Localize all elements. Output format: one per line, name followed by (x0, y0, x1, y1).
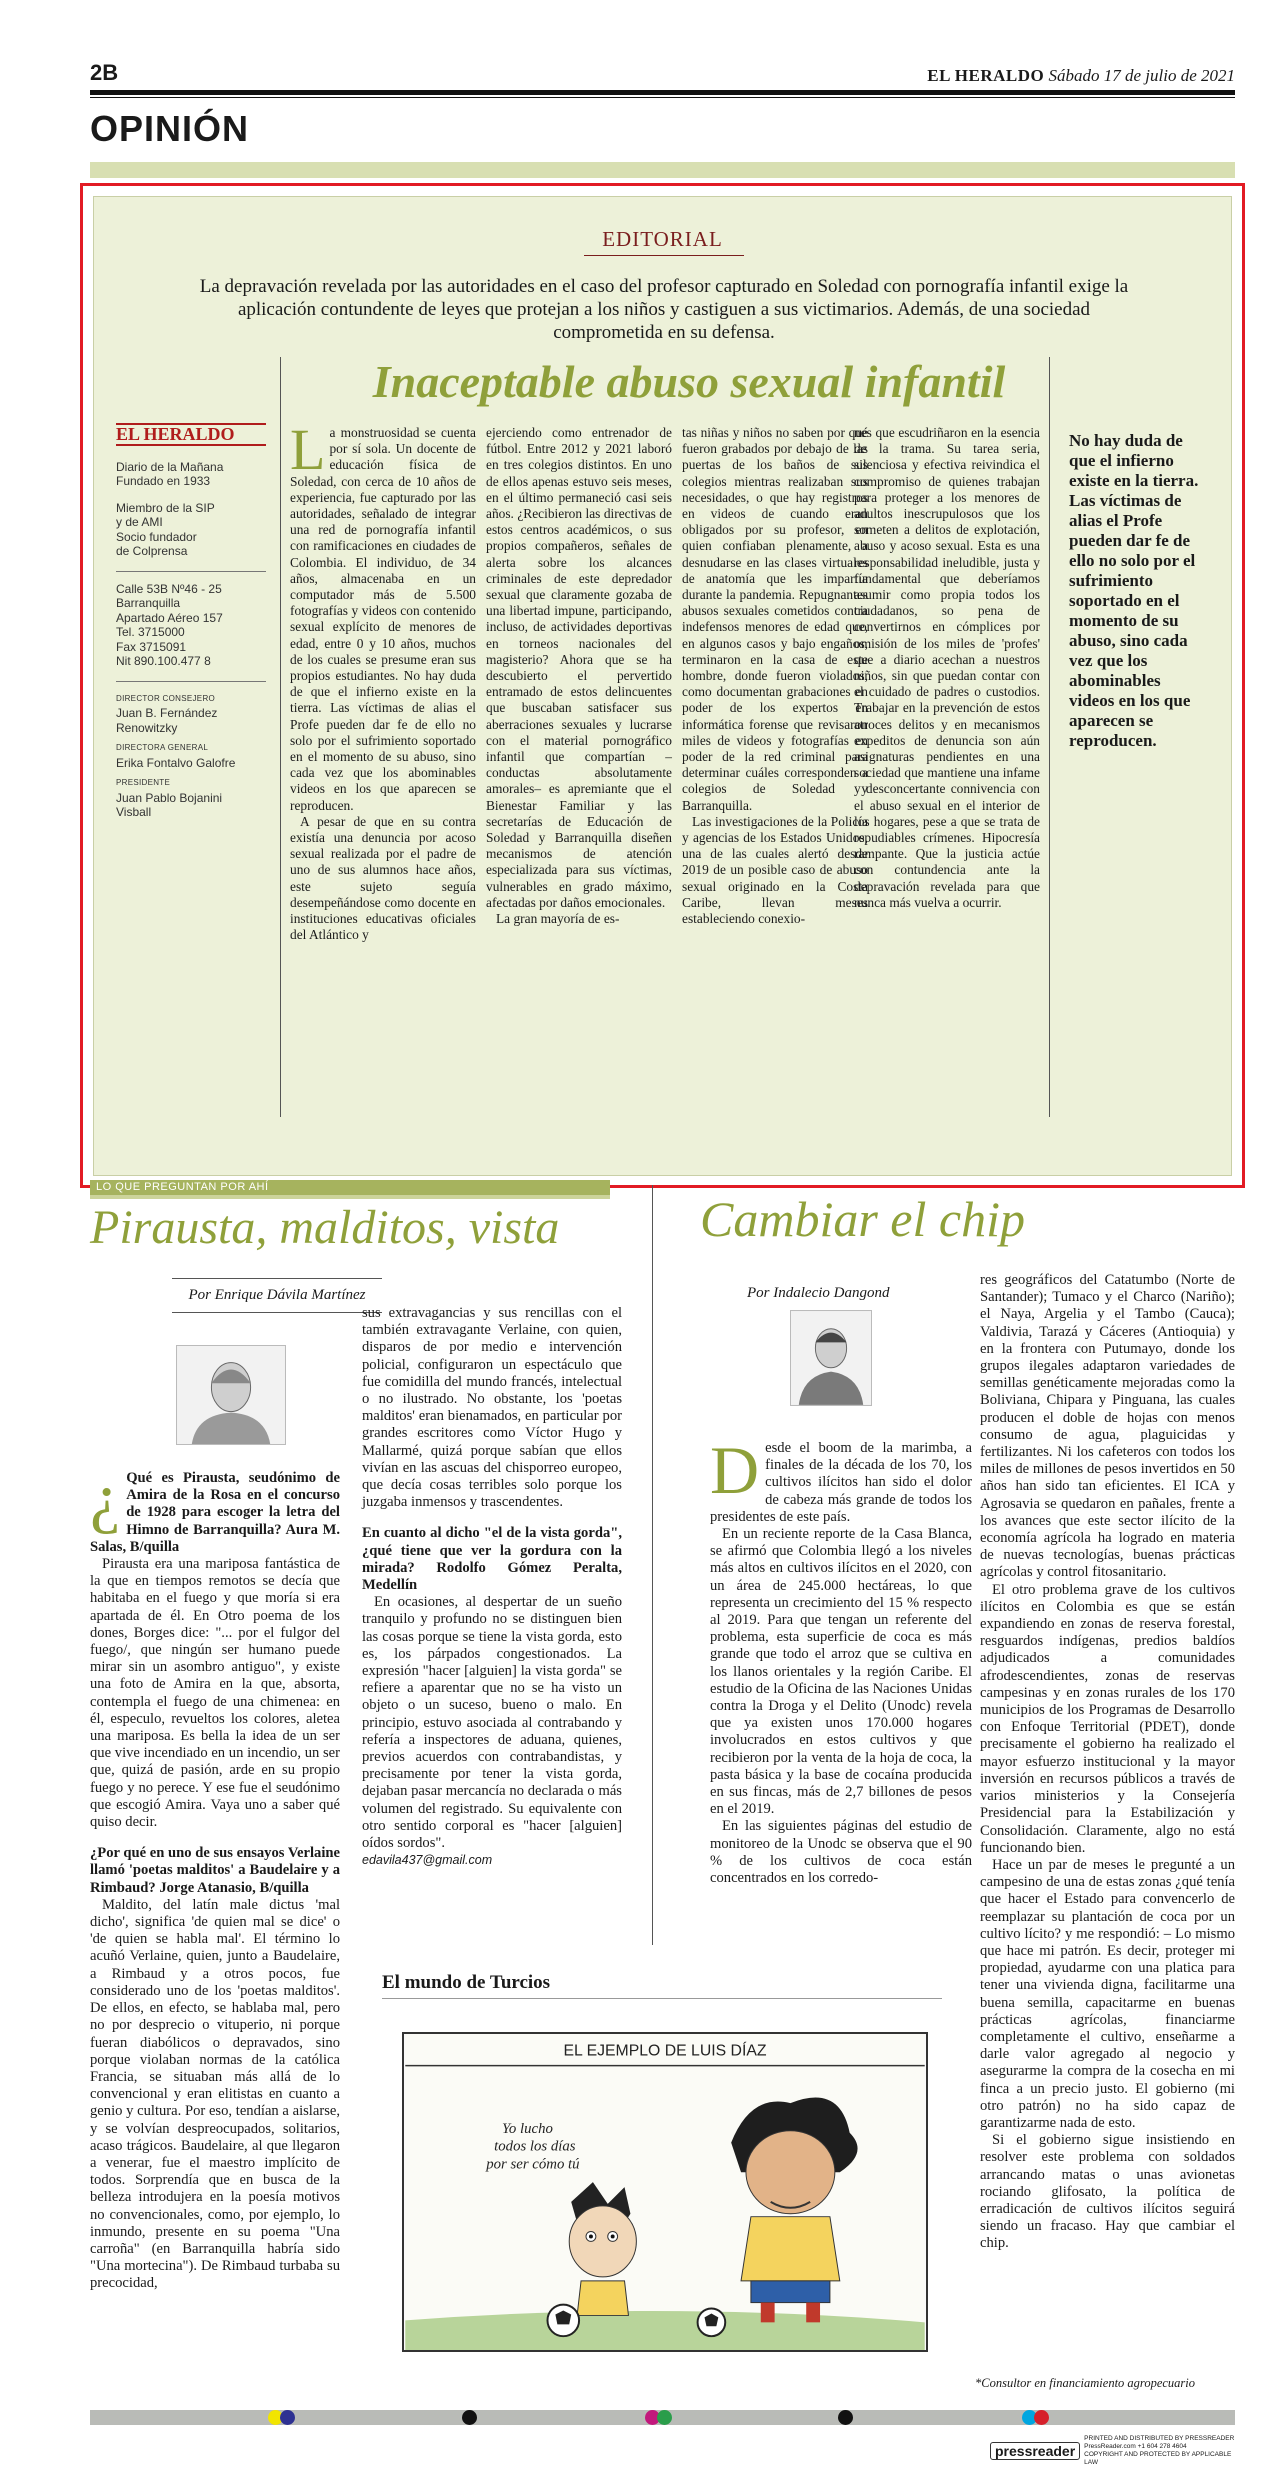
registration-dot-red (1034, 2410, 1049, 2425)
section-title: OPINIÓN (90, 108, 250, 149)
editorial-label-rule (584, 255, 744, 256)
cartoon-heading: EL EJEMPLO DE LUIS DÍAZ (563, 2042, 767, 2060)
paragraph: Si el gobierno sigue insistiendo en resolver este problema con soldados arrancando matas o unas avionetas rociando glifosato, la política de erradicación de cultivos ilícitos seguirá siendo un fracaso. Hay que cambiar el chip. (980, 2132, 1235, 2252)
paragraph: A pesar de que en su contra existía una denuncia por acoso sexual realizada por el padre de uno de sus alumnos hace años, este sujeto seguía desempeñándose como docente en instituciones educativas oficiales del Atlántico y (290, 813, 476, 943)
paragraph: tas niñas y niños no saben por qué fueron grabados por debajo de las puertas de los baños de sus colegios mientras realizaban sus necesidades, o que hay registros en videos de cuando eran obligados por su profesor, en quien confiaban plenamente, a desnudarse en las clases virtuales de anatomía que les impartía durante la pandemia. Repugnantes abusos sexuales cometidos contra indefensos menores de edad que, en algunos casos y bajo engaños, terminaron en la casa de este hombre, donde fueron violados, como documentan grabaciones en poder de los expertos en informática forense que revisaron miles de videos y fotografías en poder de la red criminal para determinar cuáles corresponden a colegios de Soledad y Barranquilla. (682, 425, 868, 813)
answer: Maldito, del latín male dictus 'mal dicho', significa 'de quien mal se dice' o 'de quien se habla mal'. El término lo acuñó Verlaine, quien, junto a Baudelaire, a Rimbaud y a otros pocos, fue considerado uno de los 'poetas malditos'. De ellos, en efecto, se hablaba mal, pero no por desprecio o vituperio, ni porque fueran diabólicos o depravados, sino porque violaban normas de la católica Francia, se situaban más allá de lo convencional y eran elitistas en cuanto a genio y cultura. Por eso, tendían a aislarse, y se volvían despreocupados, solitarios, acaso trágicos. Baudelaire, al que llegaron a venerar, fue el maestro implícito de todos. Sorprendía que en busca de la belleza introdujera en la poesía motivos no convencionales, como, por ejemplo, lo inmundo, presente en su poema "Una carroña" (en Barranquilla habría sido "Una mortecina"). De Rimbaud turbaba su precocidad, (90, 1896, 340, 2292)
editorial-column-2 (486, 425, 672, 927)
copyright-line: COPYRIGHT AND PROTECTED BY APPLICABLE LAW (1084, 2451, 1232, 2466)
cartoon-illustration (404, 2034, 926, 2350)
paragraph: res geográficos del Catatumbo (Norte de Santander); Tumaco y el Charco (Nariño); el Naya, Argelia y el Tambo (Cauca); Valdivia, Tarazá y Cáceres (Antioquia) y en la frontera con Putumayo, donde los grupos ilegales adaptaron variedades de semillas genéticamente mejoradas como la Boliviana, Chipara y Pinguana, las cuales producen el doble de hojas con menos consumo de agua, plaguicidas y fertilizantes. Ni los cafeteros con todos los miles de millones de pesos invertidos en 50 años han sido tan eficientes. El ICA y Agrosavia se quedaron en pañales, frente a los avances que este sector ilícito de la economía agrícola ha logrado en materia de nuevas tecnologías, buenas prácticas agrícolas y control fitosanitario. (980, 1272, 1235, 1581)
pressreader-footer[interactable] (990, 2435, 1236, 2466)
chip-column-2 (980, 1272, 1235, 2253)
pull-quote: No hay duda de que el infierno existe en la tierra. Las víctimas de alias el Profe pueden dar fe de ello no solo por el sufrimiento soportado en el momento de su abuso, sino cada vez que los abominables videos en los que aparecen se reproducen. (1069, 431, 1199, 750)
sidebar-caption: DIRECTORA GENERAL (116, 743, 209, 752)
sidebar-caption: PRESIDENTE (116, 778, 171, 787)
author-note: *Consultor en financiamiento agropecuario (975, 2376, 1196, 2390)
pressreader-credits (1084, 2435, 1236, 2467)
masthead-date: Sábado 17 de julio de 2021 (1048, 66, 1235, 85)
paragraph: La gran mayoría de es- (496, 911, 620, 927)
header-rule-thin (90, 97, 1235, 98)
cartoon (402, 2032, 928, 2352)
sidebar-name: Juan Pablo Bojanini Visball (116, 790, 223, 819)
sidebar-name: Juan B. Fernández Renowitzky (116, 706, 218, 735)
paragraph: Hace un par de meses le pregunté a un campesino de una de estas zonas ¿qué tenía que hacer el Estado para convencerlo de reemplazar su plantación de coca por un cultivo lícito? y me respondió: – Lo mismo que hace mi patrón. Es decir, proteger mi propiedad, ayudarme con una platica para tener una vivienda digna, facilitarme una buena semilla, capacitarme en buenas prácticas agrícolas, financiarme completamente el cultivo, enseñarme a darle valor agregado al negocio y asegurarme la compra de la cosecha en mi finca a un precio justo. El gobierno (mi otro patrón) no ha sido capaz de garantizarme nada de esto. (980, 1856, 1235, 2131)
portrait-icon (791, 1311, 871, 1405)
masthead-name: EL HERALDO (927, 66, 1045, 85)
byline-block (172, 1278, 382, 1313)
byline: Por Enrique Dávila Martínez (188, 1287, 366, 1303)
pirausta-column-1 (90, 1459, 340, 2293)
answer: Pirausta era una mariposa fantástica de la que en tiempos remotos se decía que habitaba en el fuego y que moría si era apartada de él. En Otro poema de los dones, Borges dice: "... por el fulgor del fuego/, que ningún ser humano puede mirar sin un asombro antiguo", y existe una foto de Amira en la que, absorta, contempla el fuego de una chimenea: en él, especulo, revueltos los colores, aletea una mariposa. Es bella la idea de un ser que vive incendiado en un incendio, un ser que, quizá de pasión, arde en su propio fuego y no perece. Y ese fue el seudónimo que escogió Amira. Vaya uno a saber qué quiso decir. (90, 1556, 340, 1831)
header-rule (90, 90, 1235, 95)
cartoon-title: El mundo de Turcios (382, 1972, 551, 1993)
sidebar-founded: Diario de la Mañana Fundado en 1933 (116, 459, 224, 488)
answer: sus extravagancias y sus rencillas con el también extravagante Verlaine, con quien, disparos de por medio e intervención policial, configuraron un espectáculo que fue comidilla del mundo francés, intelectual o no ilustrado. No obstante, los 'poetas malditos' eran bienamados, en particular por grandes escritores como Víctor Hugo y Mallarmé, quizá porque sabían que ellos vivían en las ascuas del chisporreo europeo, que decía cosas terribles solo porque los juzgaba inmensos y trascendentes. (362, 1305, 622, 1511)
column-kicker: LO QUE PREGUNTAN POR AHÍ (90, 1180, 610, 1195)
author-portrait (176, 1345, 286, 1445)
chip-column-1 (710, 1432, 972, 1887)
author-email[interactable]: edavila437@gmail.com (362, 1853, 493, 1868)
sidebar-address: Calle 53B Nº46 - 25 Barranquilla Apartado Aéreo 157 Tel. 3715000 Fax 3715091 Nit 890.100.477 8 (116, 581, 223, 668)
editorial-label: EDITORIAL (602, 227, 723, 251)
byline-rule (172, 1312, 382, 1313)
paragraph: a monstruosidad se cuenta por sí sola. Un docente de educación física de Soledad, con cerca de 10 años de experiencia, fue capturado por las autoridades, señalado de integrar una red de pornografía infantil con ramificaciones en ciudades de Colombia. El individuo, de 34 años, almacenaba en un computador más de 5.500 fotografías y videos con contenido sexual explícito de menores de edad, entre 0 y 10 años, muchos de los cuales se presume eran sus propios estudiantes. No hay duda de que el infierno existe en la tierra. Las víctimas de alias el Profe pueden dar fe de ello no solo por el sufrimiento soportado en el momento de su abuso, sino cada vez que los abominables videos en los que aparecen se reproducen. (290, 425, 476, 813)
paragraph: nes que escudriñaron en la esencia de la trama. Su tarea seria, silenciosa y efectiva reivindica el compromiso de quienes trabajan para proteger a los menores de adultos inescrupulosos que los someten a delitos de explotación, abuso y acoso sexual. Esta es una responsabilidad ineludible, justa y fundamental que deberíamos asumir como propia todos los ciudadanos, so pena de convertirnos en cómplices por omisión de los miles de 'profes' que a diario acechan a nuestros niños, sin que puedan contar con el cuidado de padres o custodios. Trabajar en la prevención de estos atroces delitos y en mecanismos expeditos de denuncia son aún asignaturas pendientes en una sociedad que mantiene una infame y desconcertante connivencia con el abuso sexual en el interior de los hogares, pese a que se trata de repudiables crímenes. Hipocresía rampante. Que la justicia actúe con contundencia ante la depravación revelada para que nunca más vuelva a ocurrir. (854, 425, 1040, 910)
editorial-column-1 (290, 417, 476, 944)
pressreader-logo: pressreader (990, 2442, 1080, 2460)
editorial-headline: Inaceptable abuso sexual infantil (372, 356, 1006, 407)
paragraph: ejerciendo como entrenador de fútbol. Entre 2012 y 2021 laboró en tres colegios distintos. En uno de ellos apenas estuvo seis meses, en el último permaneció casi seis años. ¿Recibieron las directivas de estos centros académicos, o sus propios compañeros, señales de alerta sobre los alcances criminales de este depredador sexual que claramente gozaba de una libertad impune, participando, incluso, de actividades deportivas en torneos nacionales del magisterio? Ahora que se ha descubierto el pervertido entramado de estos delincuentes que buscaban satisfacer sus aberraciones sexuales y lucrarse con el material pornográfico infantil que compartían –conductas absolutamente amorales– es apremiante que el Bienestar Familiar y las secretarías de Educación de Soledad y Barranquilla diseñen mecanismos de atención especializada para sus víctimas, vulnerables en grado máximo, afectadas por daños emocionales. (486, 425, 672, 910)
cartoon-rule (382, 1998, 942, 1999)
editorial-column-3 (682, 425, 868, 927)
sidebar-name: Erika Fontalvo Galofre (116, 755, 236, 770)
question: ¿Por qué en uno de sus ensayos Verlaine llamó 'poetas malditos' a Baudelaire y a Rimbaud? Jorge Atanasio, B/quilla (90, 1845, 340, 1896)
page-header (90, 52, 1235, 86)
speech-line-1: Yo lucho (502, 2120, 553, 2137)
editorial-box (93, 196, 1232, 1176)
divider (116, 681, 266, 682)
answer: En ocasiones, al despertar de un sueño tranquilo y profundo no se distinguen bien las cosas porque se tiene la vista gorda, esto es, los párpados congestionados. La expresión "hacer [alguien] la vista gorda" se refiere a aparentar que no se ha visto un objeto o un suceso, bueno o malo. En principio, estuvo asociada al contrabando y refería a inspectores de aduana, quienes, previos acuerdos con contrabandistas, y precisamente por tener la vista gorda, dejaban pasar mercancía no declarada o más volumen del registrado. Su equivalente con otro sentido corporal es "hacer [alguien] oídos sordos". (362, 1594, 622, 1852)
article-title: Cambiar el chip (700, 1191, 1025, 1247)
registration-dot-black (462, 2410, 477, 2425)
portrait-icon (177, 1346, 285, 1444)
paragraph: esde el boom de la marimba, a finales de la década de los 70, los cultivos ilícitos han sido el dolor de cabeza más grande de todos los presidentes de este país. (710, 1440, 972, 1525)
drop-cap: L (290, 417, 326, 482)
drop-cap: D (710, 1432, 760, 1508)
url-line: PressReader.com +1 604 278 4604 (1084, 2443, 1187, 2450)
paragraph: En un reciente reporte de la Casa Blanca, se afirmó que Colombia llegó a los niveles más altos en cultivos ilícitos en el 2020, con un área de 245.000 hectáreas, lo que representa un crecimiento del 15 % respecto al 2019. Para que tengan un referente del problema, esta superficie de coca es más grande que todo el arroz que se cultiva en los llanos orientales y la región Caribe. El estudio de la Oficina de las Naciones Unidas contra la Droga y el Delito (Unodc) revela que ya existen unos 170.000 hogares involucrados en estos cultivos y que recibieron por la venta de la hoja de coca, la pasta básica y la base de cocaína producida en sus fincas, más de 2,7 billones de pesos en el 2019. (710, 1526, 972, 1818)
divider (116, 571, 266, 572)
paragraph: En las siguientes páginas del estudio de monitoreo de la Unodc se observa que el 90 % de los cultivos de coca están concentrados en los corredo- (710, 1818, 972, 1887)
registration-dot-green (657, 2410, 672, 2425)
column-rule (1049, 357, 1050, 1117)
question: En cuanto al dicho "el de la vista gorda", ¿qué tiene que ver la gordura con la mirada? Rodolfo Gómez Peralta, Medellín (362, 1525, 622, 1594)
speech-line-3: por ser cómo tú (486, 2156, 580, 2173)
brand-logo: EL HERALDO (116, 423, 266, 446)
section-band (90, 162, 1235, 178)
paragraph: El otro problema grave de los cultivos ilícitos en Colombia es que se están expandiendo en zonas de reserva forestal, resguardos indígenas, predios baldíos adjudicados a comunidades afrodescendientes, zonas de reservas campesinas y en zonas rurales de los 170 municipios de los Programas de Desarrollo con Enfoque Territorial (PDET), donde precisamente el gobierno ha realizado el mayor esfuerzo institucional y la mayor inversión en recursos públicos a través de varios ministerios y la Consejería Presidencial para la Estabilización y Consolidación. Claramente, algo no está funcionando bien. (980, 1581, 1235, 1856)
question: Qué es Pirausta, seudónimo de Amira de la Rosa en el concurso de 1928 para escoger la letra del Himno de Barranquilla? Aura M. Salas, B/quilla (90, 1470, 340, 1555)
speech-line-2: todos los días (494, 2138, 576, 2155)
editorial-highlight (80, 183, 1245, 1188)
masthead-sidebar (116, 423, 266, 820)
editorial-summary: La depravación revelada por las autoridades en el caso del profesor capturado en Soledad con pornografía infantil exige la aplicación contundente de leyes que protejan a los niños y castiguen a sus victimarios. Además, de una sociedad comprometida en su defensa. (199, 276, 1129, 343)
sidebar-membership: Miembro de la SIP y de AMI Socio fundador de Colprensa (116, 500, 215, 558)
sidebar-caption: DIRECTOR CONSEJERO (116, 693, 216, 703)
print-line: PRINTED AND DISTRIBUTED BY PRESSREADER (1084, 2435, 1235, 2442)
editorial-column-4 (854, 425, 1040, 911)
registration-dot-blue (280, 2410, 295, 2425)
paragraph: Las investigaciones de la Policía y agencias de los Estados Unidos, una de las cuales alertó desde 2019 de un posible caso de abuso sexual originado en la Costa Caribe, llevan meses estableciendo conexio- (682, 813, 868, 927)
column-divider (652, 1185, 653, 1945)
kicker-rule (90, 1195, 610, 1199)
masthead (927, 66, 1235, 86)
pirausta-column-2 (362, 1305, 622, 1870)
registration-dot-black (838, 2410, 853, 2425)
byline: Por Indalecio Dangond (747, 1285, 890, 1301)
column-rule (280, 357, 281, 1117)
author-portrait (790, 1310, 872, 1406)
page-number: 2B (90, 60, 119, 85)
article-title: Pirausta, malditos, vista (90, 1201, 560, 1254)
question-mark: ¿ (90, 1459, 121, 1535)
